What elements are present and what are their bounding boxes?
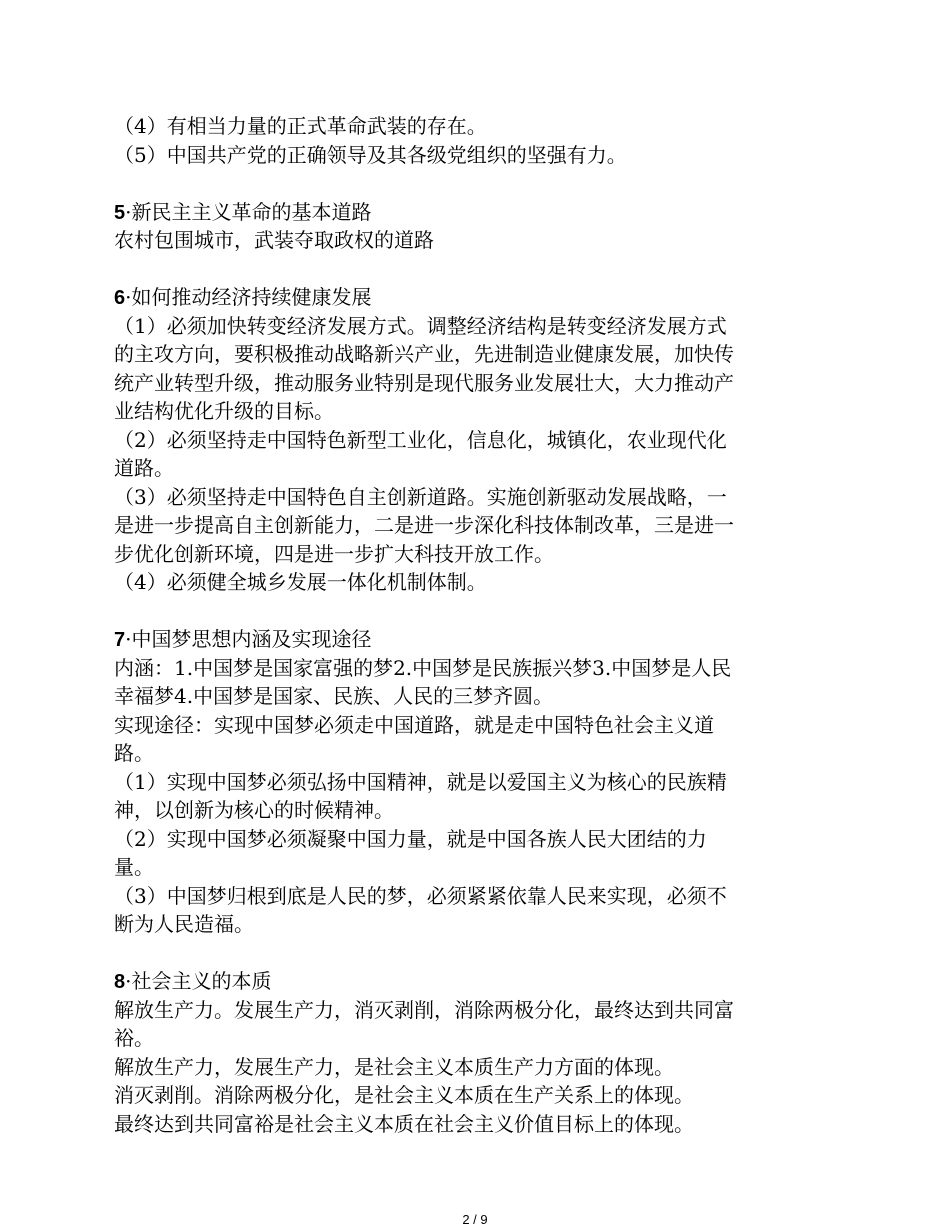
section-title: ·中国梦思想内涵及实现途径	[125, 627, 372, 651]
section-title: ·社会主义的本质	[125, 969, 272, 993]
text-line: 实现途径：实现中国梦必须走中国道路，就是走中国特色社会主义道	[114, 712, 714, 737]
text-line: 的主攻方向，要积极推动战略新兴产业，先进制造业健康发展，加快传	[114, 342, 734, 366]
text-line: 解放生产力，发展生产力，是社会主义本质生产力方面的体现。	[114, 1054, 674, 1079]
text-line: 幸福梦4.中国梦是国家、民族、人民的三梦齐圆。	[114, 684, 554, 708]
section-number: 8	[114, 971, 126, 993]
section-heading	[114, 283, 836, 312]
blank-line	[114, 169, 836, 198]
text-line: （3）必须坚持走中国特色自主创新道路。实施创新驱动发展战略，一	[114, 484, 727, 509]
text-line: 农村包围城市，武装夺取政权的道路	[114, 228, 434, 252]
section-number: 6	[114, 287, 126, 309]
text-line: 量。	[114, 855, 154, 879]
page-number: 2 / 9	[462, 1212, 488, 1227]
text-line: 统产业转型升级，推动服务业特别是现代服务业发展壮大，大力推动产	[114, 370, 734, 395]
section-number: 5	[114, 201, 126, 224]
text-line: （2）必须坚持走中国特色新型工业化，信息化，城镇化，农业现代化	[114, 427, 727, 452]
text-line: 消灭剥削。消除两极分化，是社会主义本质在生产关系上的体现。	[114, 1083, 694, 1107]
text-line: 是进一步提高自主创新能力，二是进一步深化科技体制改革，三是进一	[114, 513, 734, 537]
section-number: 7	[114, 629, 126, 651]
text-line: 最终达到共同富裕是社会主义本质在社会主义价值目标上的体现。	[114, 1111, 694, 1136]
text-line: 业结构优化升级的目标。	[114, 399, 334, 423]
text-line: （4）有相当力量的正式革命武装的存在。	[114, 114, 487, 138]
text-line: （5）中国共产党的正确领导及其各级党组织的坚强有力。	[114, 142, 627, 167]
text-line: 断为人民造福。	[114, 912, 254, 936]
text-line: 路。	[114, 741, 154, 765]
document-body	[114, 112, 836, 1138]
section-title: ·如何推动经济持续健康发展	[125, 285, 372, 309]
blank-line	[114, 597, 836, 626]
section-title: ·新民主主义革命的基本道路	[125, 199, 372, 224]
section-heading	[114, 625, 836, 654]
text-line: （4）必须健全城乡发展一体化机制体制。	[114, 570, 487, 594]
blank-line	[114, 939, 836, 968]
text-line: 道路。	[114, 456, 174, 480]
text-line: 解放生产力。发展生产力，消灭剥削，消除两极分化，最终达到共同富	[114, 997, 734, 1022]
section-heading	[114, 198, 836, 227]
text-line: （1）必须加快转变经济发展方式。调整经济结构是转变经济发展方式	[114, 313, 727, 338]
text-line: 神，以创新为核心的时候精神。	[114, 798, 394, 822]
blank-line	[114, 255, 836, 284]
text-line: 步优化创新环境，四是进一步扩大科技开放工作。	[114, 541, 554, 566]
text-line: 内涵：1.中国梦是国家富强的梦2.中国梦是民族振兴梦3.中国梦是人民	[114, 655, 732, 680]
text-line: （2）实现中国梦必须凝聚中国力量，就是中国各族人民大团结的力	[114, 826, 707, 851]
text-line: 裕。	[114, 1026, 154, 1050]
section-heading	[114, 967, 836, 996]
text-line: （3）中国梦归根到底是人民的梦，必须紧紧依靠人民来实现，必须不	[114, 883, 727, 908]
text-line: （1）实现中国梦必须弘扬中国精神，就是以爱国主义为核心的民族精	[114, 769, 727, 794]
